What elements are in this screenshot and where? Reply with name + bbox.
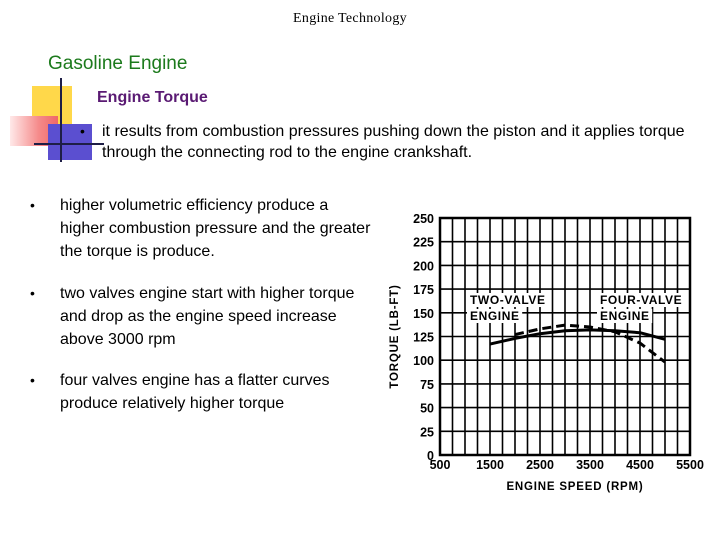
bullet-marker: •	[30, 197, 35, 213]
x-axis-label: ENGINE SPEED (RPM)	[506, 481, 644, 493]
y-tick-label: 250	[413, 212, 434, 226]
series-annotation-label: ENGINE	[470, 309, 520, 323]
bullet-marker: •	[30, 372, 35, 388]
bullet-text: two valves engine start with higher torque and drop as the engine speed increase above 3000 rpm	[60, 285, 355, 348]
series-annotation-label: TWO-VALVE	[470, 293, 546, 307]
torque-chart	[370, 200, 720, 500]
series-annotation-label: ENGINE	[600, 309, 650, 323]
x-tick-label: 2500	[526, 458, 554, 472]
x-tick-label: 500	[429, 458, 451, 472]
bullet-text: four valves engine has a flatter curves produce relatively higher torque	[60, 372, 330, 412]
slide-subtitle: Engine Torque	[97, 89, 208, 106]
bullet-marker: •	[30, 285, 35, 301]
intro-bullet-text: it results from combustion pressures pushing down the piston and it applies torque through the connecting rod to the engine crankshaft.	[102, 123, 685, 161]
y-tick-label: 175	[413, 283, 434, 298]
slide-title: Gasoline Engine	[48, 53, 188, 74]
decorative-horizontal-line	[34, 143, 104, 145]
y-tick-label: 100	[413, 354, 434, 369]
decorative-vertical-line	[60, 78, 62, 162]
x-tick-label: 3500	[576, 458, 604, 472]
bullet-text: higher volumetric efficiency produce a higher combustion pressure and the greater the torque is produce.	[60, 197, 371, 260]
y-tick-label: 25	[420, 425, 434, 440]
series-annotation-label: FOUR-VALVE	[600, 293, 683, 307]
y-tick-label: 225	[413, 235, 434, 250]
decorative-blue-block	[48, 124, 92, 160]
y-tick-label: 75	[420, 377, 434, 392]
y-tick-label: 200	[413, 259, 434, 274]
x-tick-label: 5500	[676, 458, 704, 472]
y-tick-label: 0	[427, 449, 434, 463]
x-tick-label: 1500	[476, 458, 504, 472]
y-tick-label: 50	[420, 401, 434, 416]
y-axis-label: TORQUE (LB-FT)	[389, 284, 401, 389]
y-tick-label: 150	[413, 306, 434, 321]
y-tick-label: 125	[413, 330, 434, 345]
bullet-marker: •	[80, 123, 85, 139]
x-tick-label: 4500	[626, 458, 654, 472]
slide-header: Engine Technology	[293, 11, 407, 26]
